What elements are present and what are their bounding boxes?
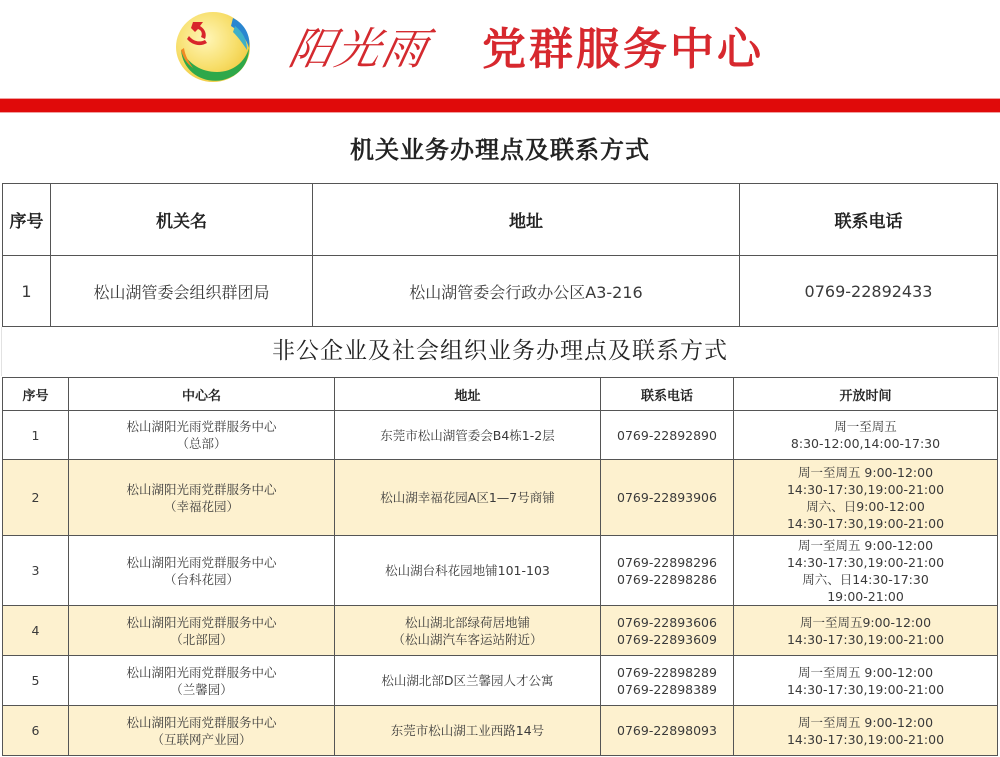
section2-title: 非公企业及社会组织业务办理点及联系方式 <box>272 338 728 364</box>
center-name-line: 松山湖阳光雨党群服务中心 <box>126 419 277 434</box>
center-phone <box>601 411 734 460</box>
section1-title: 机关业务办理点及联系方式 <box>350 136 650 164</box>
center-name <box>69 706 335 756</box>
section2-title-bar <box>1 327 999 376</box>
hours-line: 周六、日9:00-12:00 <box>806 498 925 514</box>
center-name-branch: （兰馨园） <box>170 681 233 697</box>
center-phone <box>601 460 734 536</box>
table-header-row <box>3 184 998 256</box>
column-header-address: 地址 <box>335 378 601 411</box>
center-name-branch: （幸福花园） <box>163 498 239 514</box>
center-name-line: 松山湖阳光雨党群服务中心 <box>126 481 277 497</box>
hours-line: 周一至周五 9:00-12:00 <box>797 714 934 730</box>
phone-line: 0769-22893609 <box>617 631 717 647</box>
column-header-phone: 联系电话 <box>740 184 998 256</box>
column-header-center-name: 中心名 <box>69 378 335 411</box>
brand-script-text: 阳光雨 <box>284 24 434 75</box>
center-name <box>69 606 335 656</box>
phone-line: 0769-22898289 <box>617 664 717 680</box>
hours-line: 周一至周五 9:00-12:00 <box>797 664 934 680</box>
row-index: 4 <box>3 606 69 656</box>
table-row <box>3 256 998 327</box>
government-offices-table <box>2 183 998 327</box>
center-name-branch: （台科花园） <box>163 571 239 587</box>
phone-line: 0769-22898286 <box>617 571 717 587</box>
center-name-branch: （总部） <box>176 436 227 451</box>
header-divider <box>0 99 1000 112</box>
row-index: 3 <box>3 536 69 606</box>
center-name-branch: （互联网产业园） <box>151 731 252 747</box>
hours-line: 周一至周五 <box>834 419 897 434</box>
brand-title: 党群服务中心 <box>482 24 764 75</box>
hours-line: 19:00-21:00 <box>827 588 904 604</box>
row-index: 2 <box>3 460 69 536</box>
center-phone <box>601 656 734 706</box>
hours-line: 周六、日14:30-17:30 <box>802 571 929 587</box>
address-line: 松山湖幸福花园A区1—7号商铺 <box>380 490 555 505</box>
hours-line: 14:30-17:30,19:00-21:00 <box>786 554 945 570</box>
hours-line: 14:30-17:30,19:00-21:00 <box>786 631 945 647</box>
table-row <box>3 656 998 706</box>
office-name: 松山湖管委会组织群团局 <box>51 256 313 327</box>
table-row <box>3 411 998 460</box>
center-name <box>69 656 335 706</box>
phone-line: 0769-22893906 <box>617 490 717 505</box>
page-header <box>0 0 1000 99</box>
center-hours <box>734 536 998 606</box>
center-phone <box>601 536 734 606</box>
center-address <box>335 460 601 536</box>
center-address <box>335 706 601 756</box>
center-name-line: 松山湖阳光雨党群服务中心 <box>126 554 277 570</box>
phone-line: 0769-22898296 <box>617 554 717 570</box>
office-address: 松山湖管委会行政办公区A3-216 <box>313 256 740 327</box>
table-row <box>3 606 998 656</box>
hours-line: 14:30-17:30,19:00-21:00 <box>786 681 945 697</box>
hours-line: 14:30-17:30,19:00-21:00 <box>786 481 945 497</box>
address-line: 松山湖北部D区兰馨园人才公寓 <box>381 673 554 688</box>
column-header-index: 序号 <box>3 184 51 256</box>
center-hours <box>734 460 998 536</box>
column-header-index: 序号 <box>3 378 69 411</box>
table-row <box>3 536 998 606</box>
address-line: （松山湖汽车客运站附近） <box>392 631 543 647</box>
center-hours <box>734 606 998 656</box>
table-row <box>3 460 998 536</box>
party-emblem-logo-icon <box>173 10 253 84</box>
office-phone: 0769-22892433 <box>740 256 998 327</box>
table-row <box>3 706 998 756</box>
row-index: 5 <box>3 656 69 706</box>
center-phone <box>601 706 734 756</box>
phone-line: 0769-22893606 <box>617 614 717 630</box>
hours-line: 周一至周五 9:00-12:00 <box>797 537 934 553</box>
address-line: 松山湖台科花园地铺101-103 <box>385 563 550 578</box>
row-index: 6 <box>3 706 69 756</box>
center-name-branch: （北部园） <box>170 631 233 647</box>
address-line: 东莞市松山湖工业西路14号 <box>390 723 545 738</box>
hours-line: 14:30-17:30,19:00-21:00 <box>786 731 945 747</box>
center-address <box>335 656 601 706</box>
center-hours <box>734 411 998 460</box>
center-name-line: 松山湖阳光雨党群服务中心 <box>126 614 277 630</box>
phone-line: 0769-22898389 <box>617 681 717 697</box>
address-line: 松山湖北部绿荷居地铺 <box>404 614 530 630</box>
hours-line: 14:30-17:30,19:00-21:00 <box>786 515 945 531</box>
center-name <box>69 536 335 606</box>
center-name-line: 松山湖阳光雨党群服务中心 <box>126 714 277 730</box>
center-address <box>335 606 601 656</box>
column-header-office-name: 机关名 <box>51 184 313 256</box>
phone-line: 0769-22892890 <box>617 427 717 443</box>
center-address <box>335 411 601 460</box>
hours-line: 周一至周五9:00-12:00 <box>799 614 932 630</box>
center-address <box>335 536 601 606</box>
center-name <box>69 460 335 536</box>
row-index: 1 <box>3 256 51 327</box>
row-index: 1 <box>3 411 69 460</box>
column-header-hours: 开放时间 <box>734 378 998 411</box>
center-hours <box>734 656 998 706</box>
address-line: 东莞市松山湖管委会B4栋1-2层 <box>380 427 555 443</box>
hours-line: 8:30-12:00,14:00-17:30 <box>790 436 941 451</box>
table-header-row <box>3 378 998 411</box>
column-header-address: 地址 <box>313 184 740 256</box>
phone-line: 0769-22898093 <box>617 723 717 738</box>
center-name <box>69 411 335 460</box>
column-header-phone: 联系电话 <box>601 378 734 411</box>
hours-line: 周一至周五 9:00-12:00 <box>797 464 934 480</box>
service-centers-table <box>2 377 998 756</box>
center-phone <box>601 606 734 656</box>
center-name-line: 松山湖阳光雨党群服务中心 <box>126 664 277 680</box>
center-hours <box>734 706 998 756</box>
